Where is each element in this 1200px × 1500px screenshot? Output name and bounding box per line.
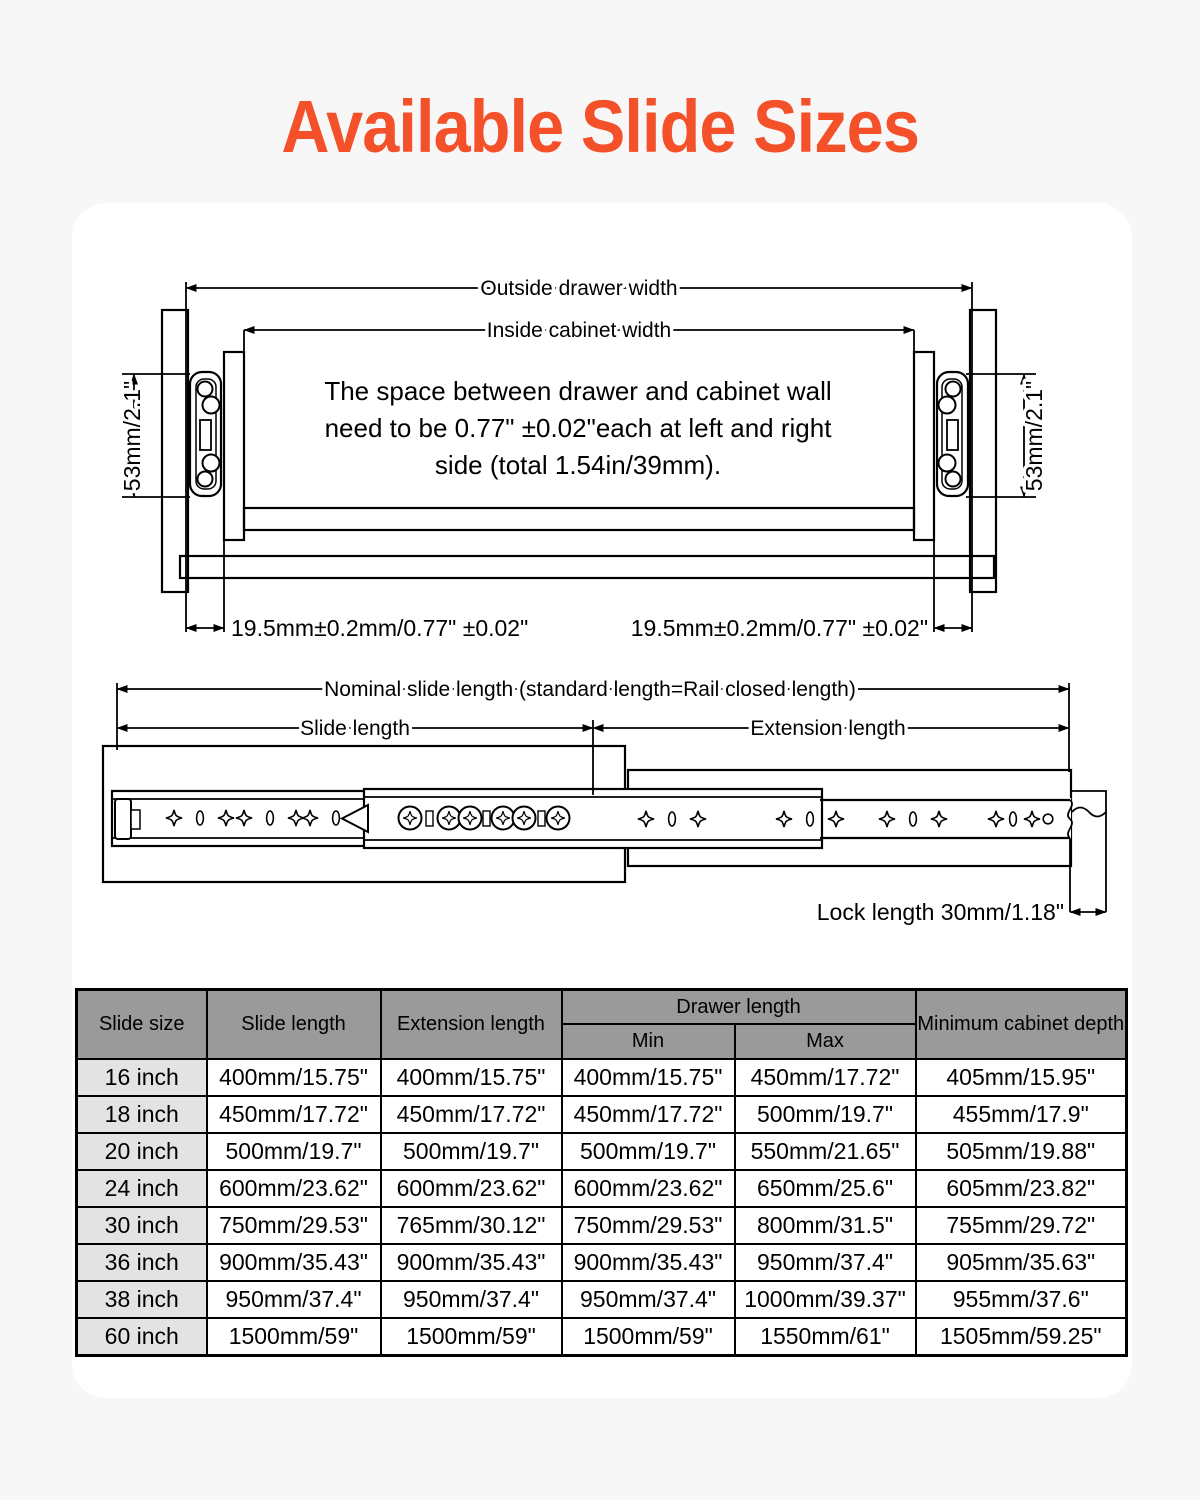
header-min-cabinet-depth: Minimum cabinet depth xyxy=(916,990,1127,1060)
title-bar xyxy=(0,85,1200,168)
table-row: 20 inch 500mm/19.7" 500mm/19.7" 500mm/19.7" 550mm/21.65" 505mm/19.88" xyxy=(77,1133,1127,1170)
lock-bracket xyxy=(1070,791,1106,912)
header-extension-length: Extension length xyxy=(381,990,562,1060)
slide-extension-dims xyxy=(117,720,1069,795)
slide-profile-left xyxy=(190,372,221,496)
clearance-note xyxy=(324,376,832,480)
table-row: 60 inch 1500mm/59" 1500mm/59" 1500mm/59" 1550mm/61" 1505mm/59.25" xyxy=(77,1318,1127,1356)
header-slide-length: Slide length xyxy=(207,990,381,1060)
table-row: 36 inch 900mm/35.43" 900mm/35.43" 900mm/35.43" 950mm/37.4" 905mm/35.63" xyxy=(77,1244,1127,1281)
drawer-bottom-panel xyxy=(244,508,914,530)
header-drawer-length: Drawer length xyxy=(562,990,916,1025)
length-diagram xyxy=(72,668,1132,968)
svg-text:side (total 1.54in/39mm).: side (total 1.54in/39mm). xyxy=(434,450,722,480)
table-row: 38 inch 950mm/37.4" 950mm/37.4" 950mm/37.4" 1000mm/39.37" 955mm/37.6" xyxy=(77,1281,1127,1318)
outside-width-label: Outside drawer width xyxy=(480,277,678,300)
svg-text:The space between drawer and c: The space between drawer and cabinet wall xyxy=(324,376,832,406)
inside-width-label: Inside cabinet width xyxy=(486,319,672,342)
nominal-label: Nominal slide length (standard length=Rail closed length) xyxy=(324,678,856,701)
height-label-right: 53mm/2.1" xyxy=(1021,380,1047,492)
header-min: Min xyxy=(562,1024,735,1059)
table-row: 16 inch 400mm/15.75" 400mm/15.75" 400mm/15.75" 450mm/17.72" 405mm/15.95" xyxy=(77,1059,1127,1096)
slide-profile-right xyxy=(937,372,968,496)
gap-label-left: 19.5mm±0.2mm/0.77" ±0.02" xyxy=(231,615,529,641)
gap-label-right: 19.5mm±0.2mm/0.77" ±0.02" xyxy=(630,615,928,641)
table-row: 18 inch 450mm/17.72" 450mm/17.72" 450mm/17.72" 500mm/19.7" 455mm/17.9" xyxy=(77,1096,1127,1133)
extension-length-label: Extension length xyxy=(750,717,906,740)
page-title: Available Slide Sizes xyxy=(281,85,919,168)
header-slide-size: Slide size xyxy=(77,990,207,1060)
intermediate-rail xyxy=(342,789,822,848)
header-max: Max xyxy=(735,1024,916,1059)
lock-length-label: Lock length 30mm/1.18" xyxy=(816,899,1064,925)
installation-diagram xyxy=(72,248,1132,668)
svg-text:need to be 0.77" ±0.02"each at: need to be 0.77" ±0.02"each at left and right xyxy=(324,413,832,443)
table-row: 24 inch 600mm/23.62" 600mm/23.62" 600mm/23.62" 650mm/25.6" 605mm/23.82" xyxy=(77,1170,1127,1207)
cabinet-bottom-panel xyxy=(180,556,994,578)
height-label-left: 53mm/2.1" xyxy=(119,380,145,492)
content-card xyxy=(72,203,1132,1398)
slide-length-label: Slide length xyxy=(300,717,410,740)
table-row: 30 inch 750mm/29.53" 765mm/30.12" 750mm/29.53" 800mm/31.5" 755mm/29.72" xyxy=(77,1207,1127,1244)
slide-size-table xyxy=(75,988,1128,1357)
